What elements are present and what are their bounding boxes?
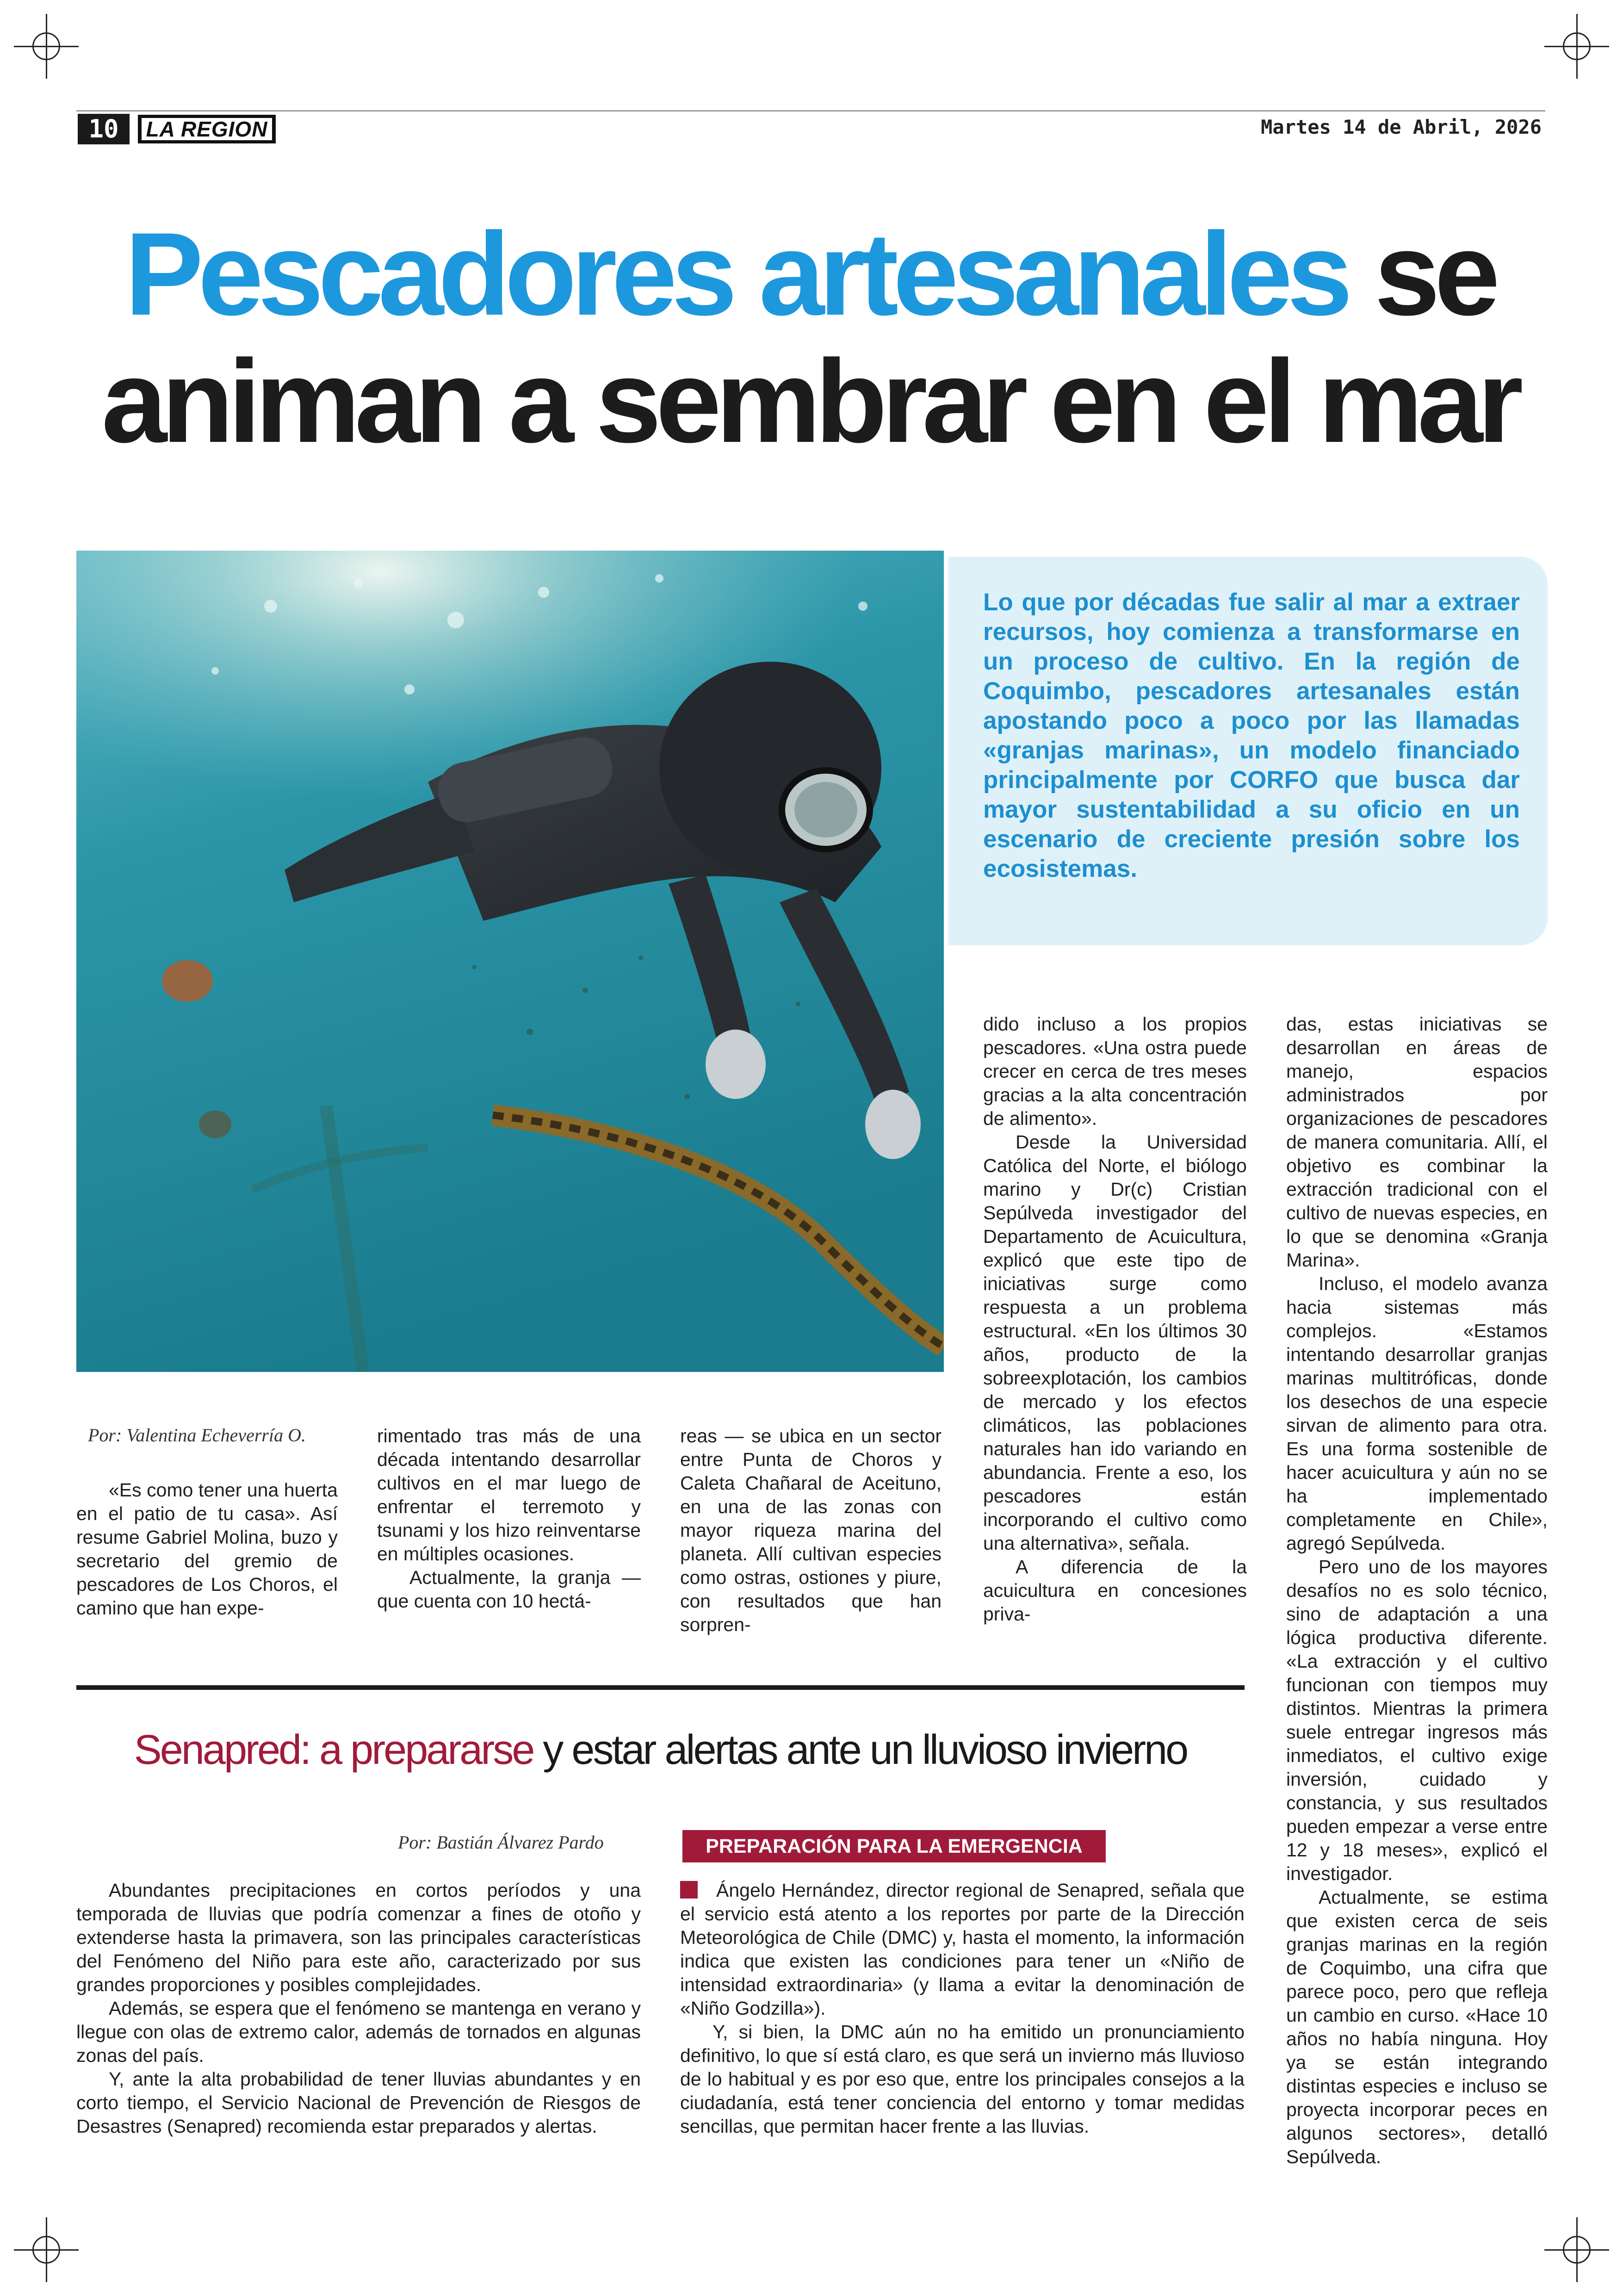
paragraph: Además, se espera que el fenómeno se mantenga en verano y llegue con olas de extremo calor, además de tornados en algunas zonas del país. [76, 1998, 641, 2066]
page-number: 10 [78, 114, 130, 144]
crop-mark-top-right [1544, 14, 1609, 79]
paragraph: Incluso, el modelo avanza hacia sistemas más complejos. «Estamos intentando desarrollar granjas marinas multitróficas, donde los desechos de una especie sirvan de alimento para otra. Es una forma sostenible de hacer acuicultura y aún no se ha implementado completamente en Chile», agregó Sepúlveda. [1286, 1273, 1548, 1554]
article-lead: Lo que por décadas fue salir al mar a extraer recursos, hoy comienza a transformarse en un proceso de cultivo. En la región de Coquimbo, pescadores artesanales están apostando poco a poco por las llamadas «granjas marinas», un modelo financiado principalmente por CORFO que busca dar mayor sustentabilidad a su oficio en un escenario de creciente presión sobre los ecosistemas. [983, 589, 1520, 882]
headline-part-1: se [1374, 208, 1495, 340]
crop-mark-bottom-left [14, 2217, 79, 2282]
header-rule [76, 110, 1545, 112]
body-column-5 [1286, 1012, 1548, 2169]
square-bullet-icon [680, 1881, 698, 1899]
body-column-1 [76, 1478, 338, 1620]
paragraph-text: Ángelo Hernández, director regional de Senapred, señala que el servicio está atento a los reportes por parte de la Dirección Meteorológica de Chile (DMC) y, hasta el momento, la información indica que existen las condiciones para tener un «Niño de intensidad extraordinaria» (y llama a evitar la denominación de «Niño Godzilla»). [680, 1880, 1245, 2019]
paragraph: A diferencia de la acuicultura en concesiones priva- [983, 1556, 1247, 1625]
paragraph: rimentado tras más de una década intentando desarrollar cultivos en el mar luego de enfrentar el terremoto y tsunami y los hizo reinventarse en múltiples ocasiones. [377, 1425, 641, 1564]
paragraph: Abundantes precipitaciones en cortos períodos y una temporada de lluvias que podría comenzar a fines de otoño y extenderse hasta la primavera, son las principales características del Fenómeno del Niño para este año, caracterizado por sus grandes proporciones y posibles complejidades. [76, 1880, 641, 1995]
paragraph: Y, si bien, la DMC aún no ha emitido un pronunciamiento definitivo, lo que sí está claro, es que será un invierno más lluvioso de lo habitual y es por eso que, entre los principales consejos a la ciudadanía, está tener conciencia del entorno y tomar medidas sencillas, que permitan hacer frente a las lluvias. [680, 2021, 1245, 2137]
headline-part-2: animan a sembrar en el mar [101, 335, 1518, 467]
paragraph: Pero uno de los mayores desafíos no es solo técnico, sino de adaptación a una lógica productiva diferente. «La extracción y el cultivo funcionan con tiempos muy distintos. Mientras la primera suele entregar ingresos más inmediatos, el cultivo exige inversión, cuidado y constancia, y sus resultados pueden empezar a verse entre 12 y 18 meses», explicó el investigador. [1286, 1556, 1548, 1884]
paragraph: dido incluso a los propios pescadores. «Una ostra puede crecer en cerca de tres meses gracias a la alta concentración de alimento». [983, 1013, 1247, 1129]
masthead-label: LA REGION [142, 118, 273, 140]
body-column-2 [377, 1424, 641, 1613]
paragraph-with-marker [680, 1879, 1245, 2020]
second-headline [76, 1727, 1245, 1773]
second-article-byline: Por: Bastián Álvarez Pardo [398, 1832, 604, 1853]
paragraph: Desde la Universidad Católica del Norte, el biólogo marino y Dr(c) Cristian Sepúlveda investigador del Departamento de Acuicultura, explicó que este tipo de iniciativas surge como respuesta a un problema estructural. «En los últimos 30 años, producto de la sobreexplotación, los cambios de mercado y los efectos climáticos, las poblaciones naturales han ido variando en abundancia. Frente a eso, los pescadores están incorporando el cultivo como una alternativa», señala. [983, 1131, 1247, 1554]
crop-mark-bottom-right [1544, 2217, 1609, 2282]
section-divider [76, 1685, 1245, 1690]
second-headline-highlight: Senapred: a prepararse [134, 1727, 533, 1773]
paragraph: reas — se ubica en un sector entre Punta de Choros y Caleta Chañaral de Aceituno, en una de las zonas con mayor riqueza marina del planeta. Allí cultivan especies como ostras, ostiones y piure, con resultados que han sorpren- [680, 1425, 942, 1635]
second-body-column-1 [76, 1879, 641, 2138]
paragraph: Actualmente, la granja — que cuenta con 10 hectá- [377, 1567, 641, 1612]
section-label: PREPARACIÓN PARA LA EMERGENCIA [682, 1830, 1106, 1862]
paragraph: «Es como tener una huerta en el patio de tu casa». Así resume Gabriel Molina, buzo y secretario del gremio de pescadores de Los Choros, el camino que han expe- [76, 1479, 338, 1619]
main-headline [69, 208, 1550, 467]
headline-highlight: Pescadores artesanales [124, 208, 1347, 340]
second-headline-rest: y estar alertas ante un lluvioso invierno [543, 1727, 1187, 1773]
paragraph: Y, ante la alta probabilidad de tener lluvias abundantes y en corto tiempo, el Servicio Nacional de Prevención de Riesgos de Desastres (Senapred) recomienda estar preparados y alertas. [76, 2068, 641, 2137]
crop-mark-top-left [14, 14, 79, 79]
paragraph: Actualmente, se estima que existen cerca de seis granjas marinas en la región de Coquimbo, una cifra que parece poco, pero que refleja un cambio en curso. «Hace 10 años no había ninguna. Hoy ya se están integrando distintas especies e incluso se proyecta incorporar peces en algunos sectores», detalló Sepúlveda. [1286, 1886, 1548, 2167]
second-body-column-2 [680, 1879, 1245, 2138]
article-photo-diver [76, 551, 944, 1372]
body-column-4 [983, 1012, 1247, 1626]
body-column-3 [680, 1424, 942, 1637]
issue-date: Martes 14 de Abril, 2026 [1261, 116, 1542, 138]
paragraph: das, estas iniciativas se desarrollan en áreas de manejo, espacios administrados por organizaciones de pescadores de manera comunitaria. Allí, el objetivo es combinar la extracción tradicional con el cultivo de nuevas especies, en lo que se denomina «Granja Marina». [1286, 1013, 1548, 1271]
article-byline: Por: Valentina Echeverría O. [88, 1425, 306, 1446]
newspaper-masthead [138, 115, 276, 143]
